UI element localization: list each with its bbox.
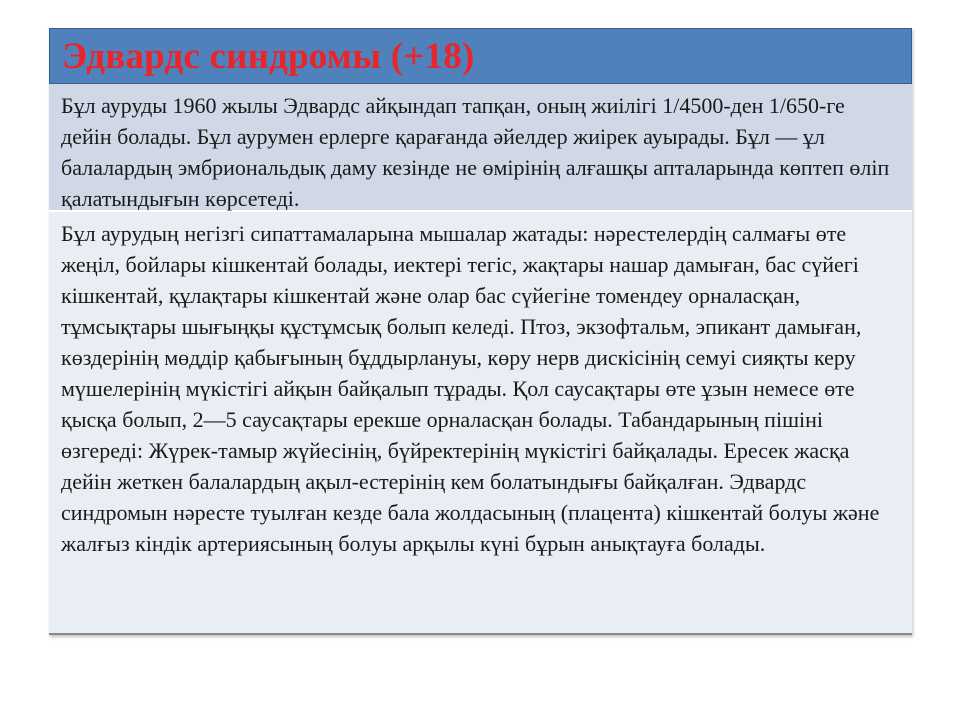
paragraph-characteristics: Бұл аурудың негізгі сипаттамаларына мышалар жатады: нәрестелердің салмағы өте жеңіл, бойлары кішкентай болады, иектері тегіс, жақтары нашар дамыған, бас сүйегі кішкентай, құлақтары кішкентай және олар бас сүйегіне томендеу орналасқан, тұмсықтары шығыңқы құстұмсық болып келеді. Птоз, экзофтальм, эпикант дамыған, көздерінің мөддір қабығының бұддырлануы, көру нерв дискісінің семуі сияқты керу мүшелерінің мүкістігі айқын байқалып тұрады. Қол саусақтары өте ұзын немесе өте қысқа болып, 2—5 саусақтары ерекше орналасқан болады. Табандарының пішіні өзгереді: Жүрек-тамыр жүйесінің, бүйректерінің мүкістігі байқалады. Ересек жасқа дейін жеткен балалардың ақыл-естерінің кем болатындығы байқалған. Эдвардс синдромын нәресте туылған кезде бала жолдасының (плацента) кішкентай болуы және жалғыз кіндік артериясының болуы арқылы күні бұрын анықтауға болады. [61,221,880,556]
table-header [49,28,912,84]
slide-table [49,28,912,635]
table-row-characteristics [49,212,912,635]
paragraph-intro: Бұл ауруды 1960 жылы Эдвардс айқындап тапқан, оның жиілігі 1/4500-ден 1/650-ге дейін болады. Бұл аурумен ерлерге қарағанда әйелдер жиірек ауырады. Бұл — ұл балалардың эмбриональдық даму кезінде не өмірінің алғашқы апталарында көптеп өліп қалатындығын көрсетеді. [61,93,890,211]
table-row-intro [49,84,912,212]
slide-title: Эдвардс синдромы (+18) [62,35,475,77]
